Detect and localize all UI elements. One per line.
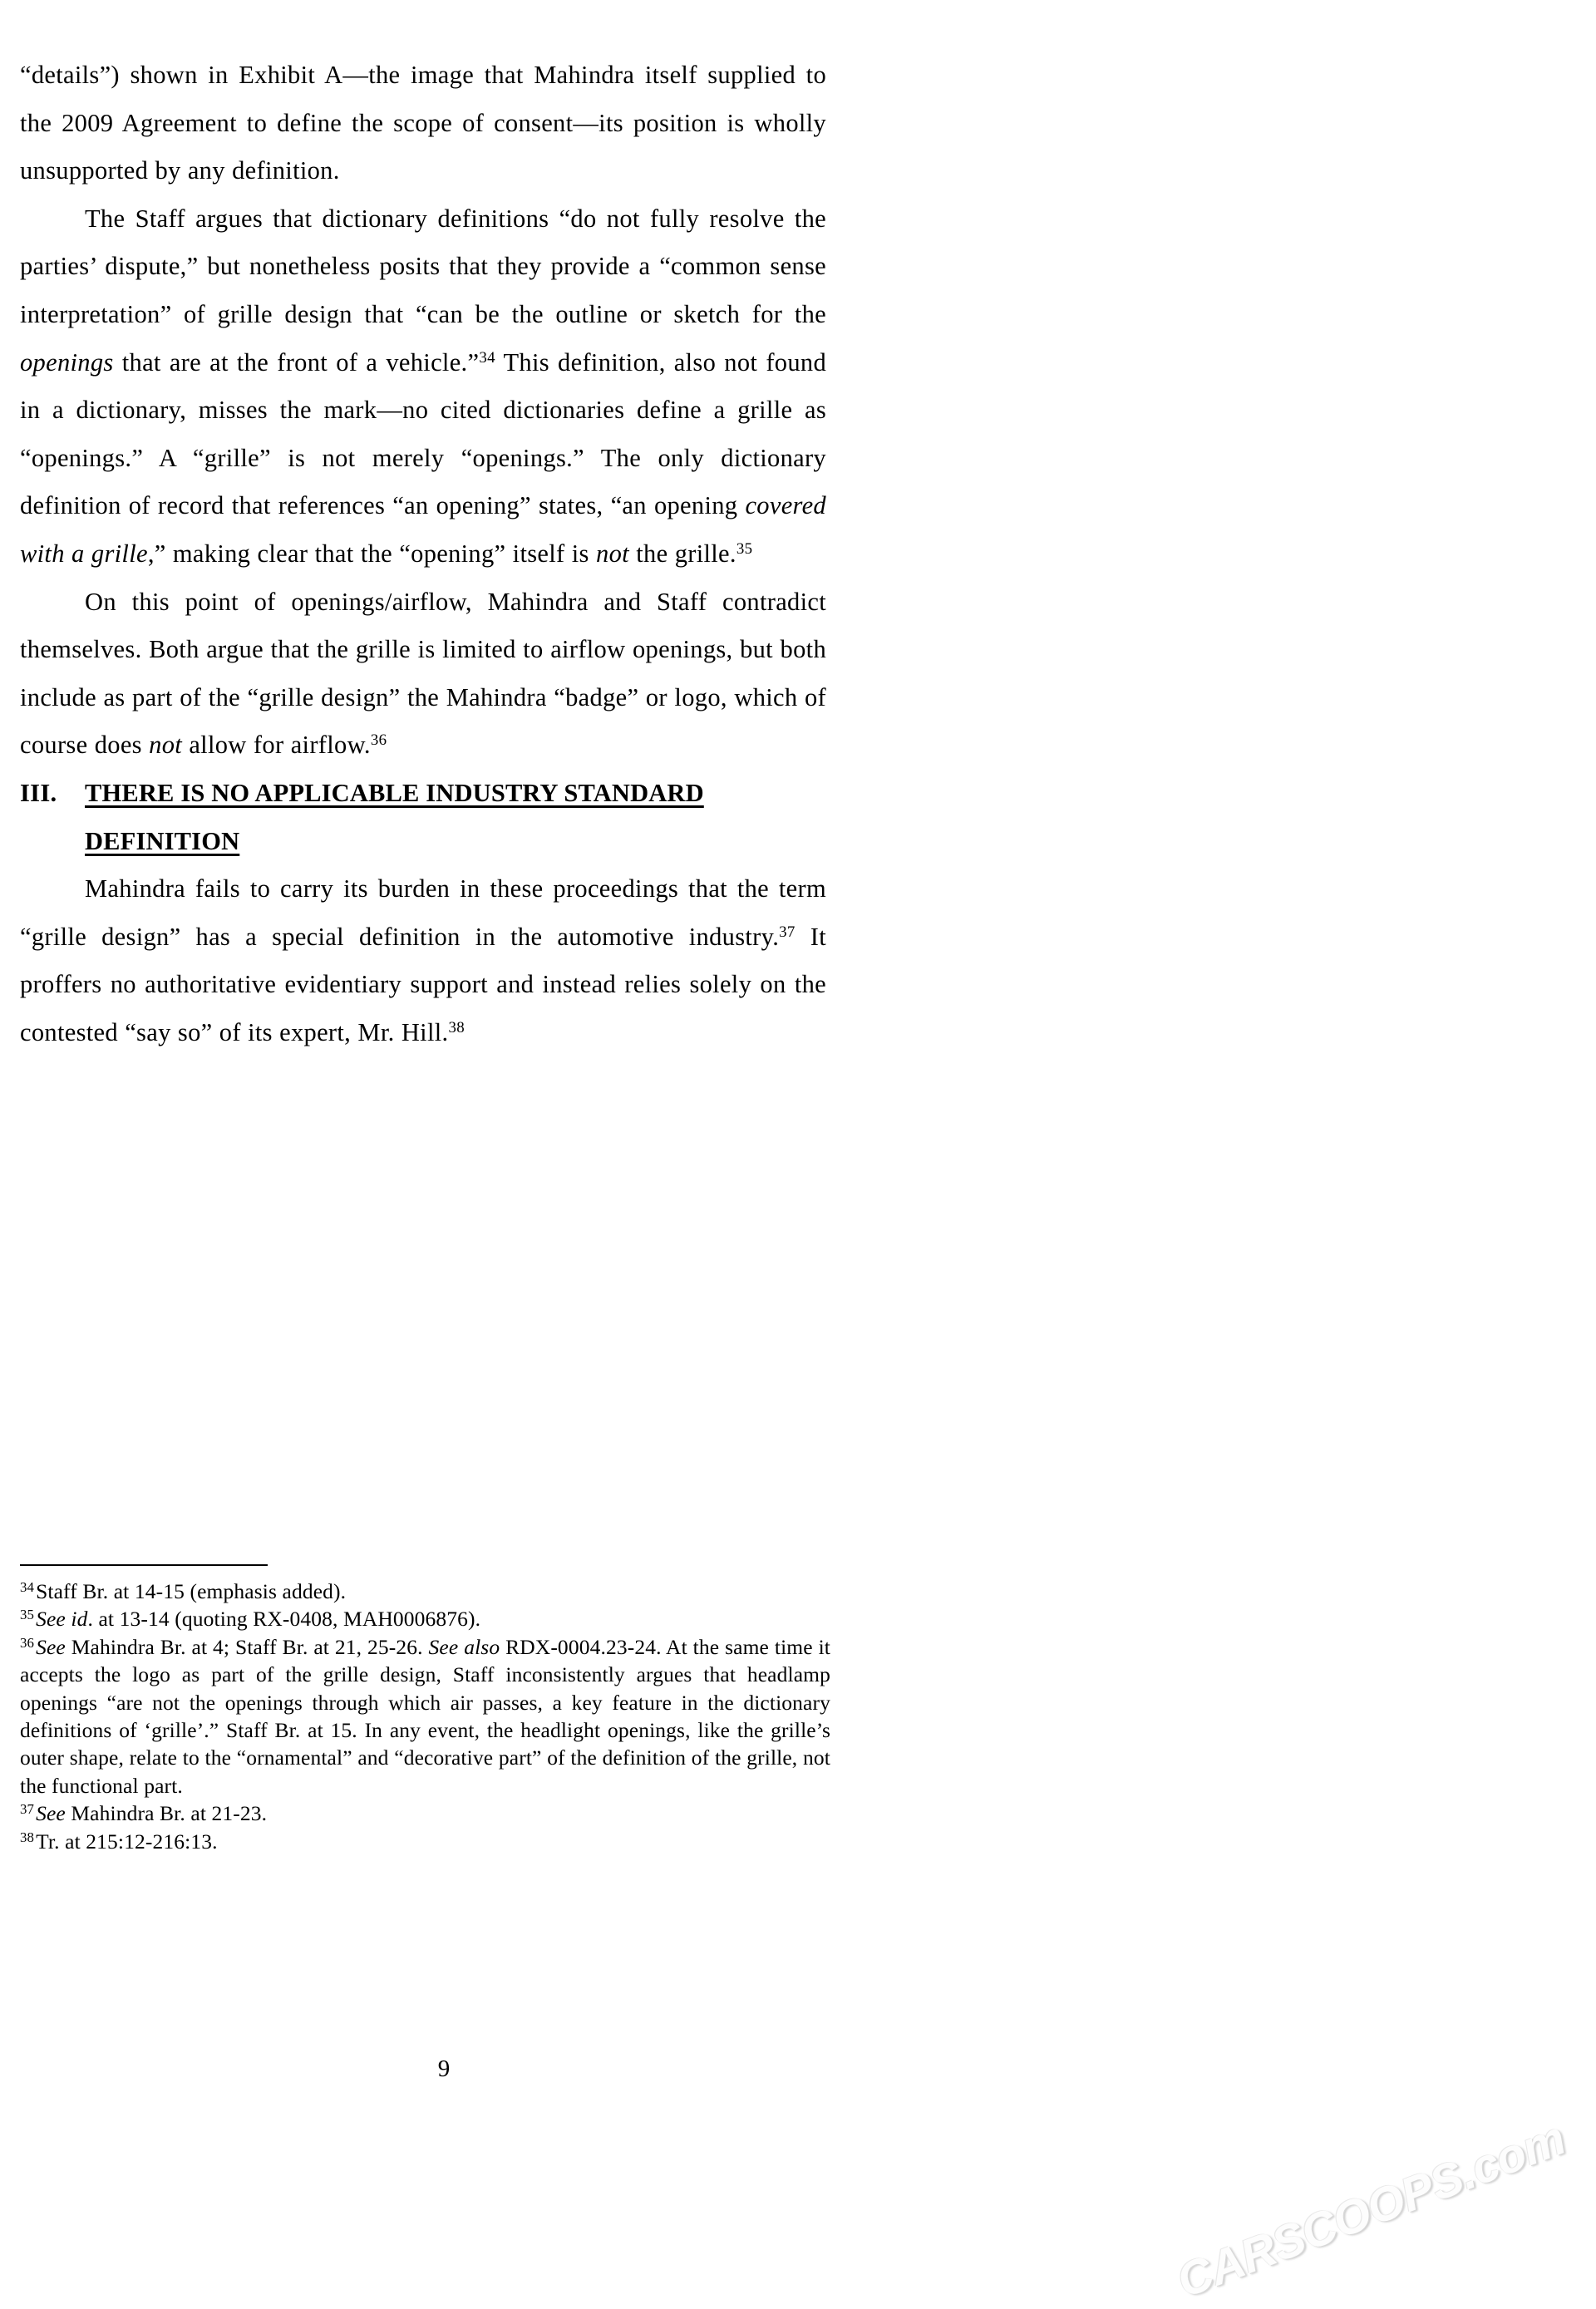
carscoops-watermark: CARSCOOPS.com: [1170, 2111, 1573, 2309]
body-paragraph: On this point of openings/airflow, Mahindra and Staff contradict themselves. Both argue that the grille is limited to airflow openings, but both include as part of the “grille design” the Mahindra “badge” or logo, which of course does not allow for airflow.$^{36}$: [20, 587, 826, 760]
page-content-column: [20, 0, 851, 2190]
footnote-zone: [20, 1564, 830, 1855]
footnote-item: $^{35}$See id. at 13-14 (quoting RX-0408, MAH0006876).: [20, 1607, 481, 1632]
footnote-item: $^{36}$See Mahindra Br. at 4; Staff Br. at 21, 25-26. See also RDX-0004.23-24. At the same time it accepts the logo as part of the grille design, Staff inconsistently argues that headlamp openings “are not the openings through which air passes, a key feature in the dictionary definitions of ‘grille’.” Staff Br. at 15. In any event, the headlight openings, like the grille’s outer shape, relate to the “ornamental” and “decorative part” of the definition of the grille, not the functional part.: [20, 1634, 831, 1798]
section-heading: [20, 770, 826, 865]
footnote-item: $^{34}$Staff Br. at 14-15 (emphasis added).: [20, 1578, 347, 1603]
body-text-block: [20, 52, 826, 1056]
footnote-item: $^{37}$See Mahindra Br. at 21-23.: [20, 1801, 268, 1826]
footnote-separator-rule: [20, 1564, 268, 1566]
body-paragraph: “details”) shown in Exhibit A—the image that Mahindra itself supplied to the 2009 Agreement to define the scope of consent—its position is wholly unsupported by any definition.: [20, 61, 826, 185]
body-paragraph: Mahindra fails to carry its burden in these proceedings that the term “grille design” has a special definition in the automotive industry.$^{37}$ It proffers no authoritative evidentiary support and instead relies solely on the contested “say so” of its expert, Mr. Hill.$^{38}$: [20, 874, 826, 1046]
body-paragraph: The Staff argues that dictionary definitions “do not fully resolve the parties’ dispute,” but nonetheless posits that they provide a “common sense interpretation” of grille design that “can be the outline or sketch for the openings that are at the front of a vehicle.”$^{34}$ This definition, also not found in a dictionary, misses the mark—no cited dictionaries define a grille as “openings.” A “grille” is not merely “openings.” The only dictionary definition of record that references “an opening” states, “an opening covered with a grille,” making clear that the “opening” itself is not the grille.$^{35}$: [20, 204, 826, 568]
section-heading-number: III.: [20, 778, 57, 807]
footnote-item: $^{38}$Tr. at 215:12-216:13.: [20, 1829, 218, 1854]
section-heading-title: THERE IS NO APPLICABLE INDUSTRY STANDARD DEFINITION: [85, 778, 704, 855]
page-number: 9: [437, 2055, 451, 2082]
